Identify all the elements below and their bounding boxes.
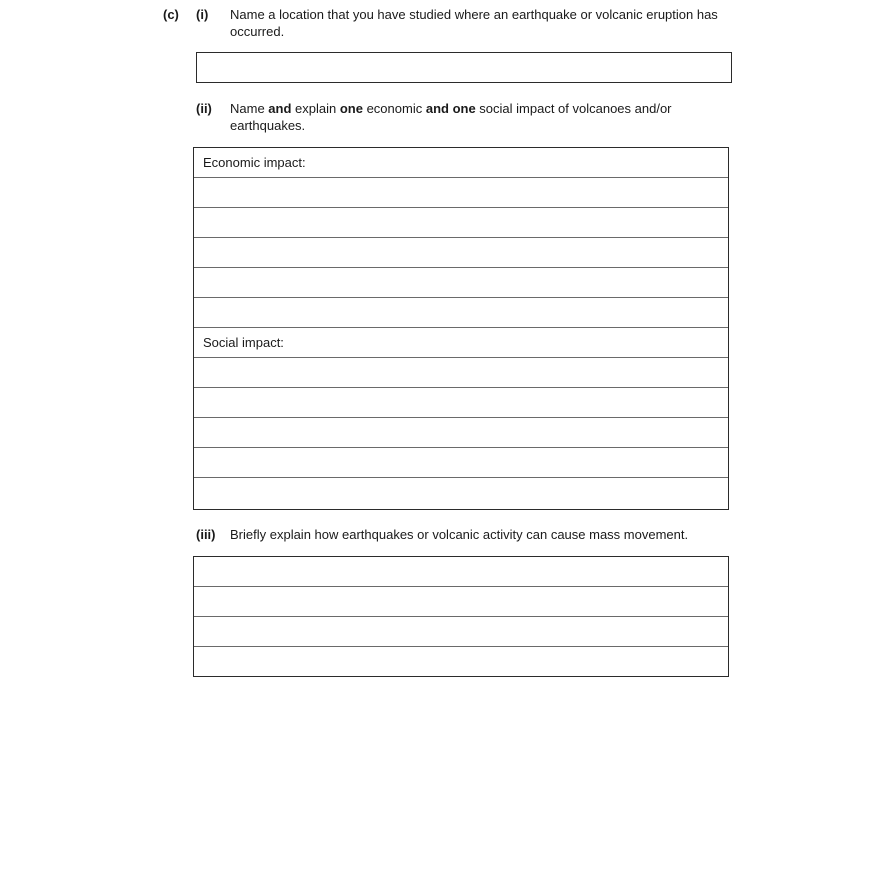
answer-line[interactable]: [194, 178, 728, 208]
question-ii-text-part: social impact of volcanoes and/or earthquakes.: [230, 101, 672, 133]
impacts-answer-table: [193, 147, 729, 510]
social-impact-label: Social impact:: [194, 328, 728, 358]
location-answer-box[interactable]: [196, 52, 732, 83]
question-ii-text-part: one: [339, 101, 363, 116]
answer-line[interactable]: [194, 238, 728, 268]
question-ii-text-part: Name: [230, 101, 269, 116]
question-ii-label: (ii): [196, 101, 212, 116]
question-ii-text-part: explain: [291, 101, 340, 116]
question-i-label: (i): [196, 7, 209, 22]
answer-line[interactable]: [194, 557, 728, 587]
answer-line[interactable]: [194, 617, 728, 647]
question-ii-text-part: economic: [362, 101, 426, 116]
answer-line[interactable]: [194, 587, 728, 617]
answer-line[interactable]: [194, 208, 728, 238]
answer-line[interactable]: [194, 418, 728, 448]
question-ii-text: [230, 100, 680, 134]
question-iii-text: Briefly explain how earthquakes or volcanic activity can cause mass movement.: [230, 527, 689, 542]
answer-line[interactable]: [194, 388, 728, 418]
question-iii-label: (iii): [196, 527, 216, 542]
question-ii-text-part: and one: [425, 101, 476, 116]
answer-line[interactable]: [194, 358, 728, 388]
answer-line[interactable]: [194, 298, 728, 328]
question-i-text: Name a location that you have studied where an earthquake or volcanic eruption has occurred.: [230, 7, 718, 39]
mass-movement-answer-table: [193, 556, 729, 677]
answer-line[interactable]: [194, 268, 728, 298]
part-c-label: (c): [163, 7, 179, 22]
answer-line[interactable]: [194, 448, 728, 478]
answer-line[interactable]: [194, 478, 728, 508]
economic-impact-label: Economic impact:: [194, 148, 728, 178]
question-ii-text-part: and: [268, 101, 292, 116]
answer-line[interactable]: [194, 647, 728, 677]
